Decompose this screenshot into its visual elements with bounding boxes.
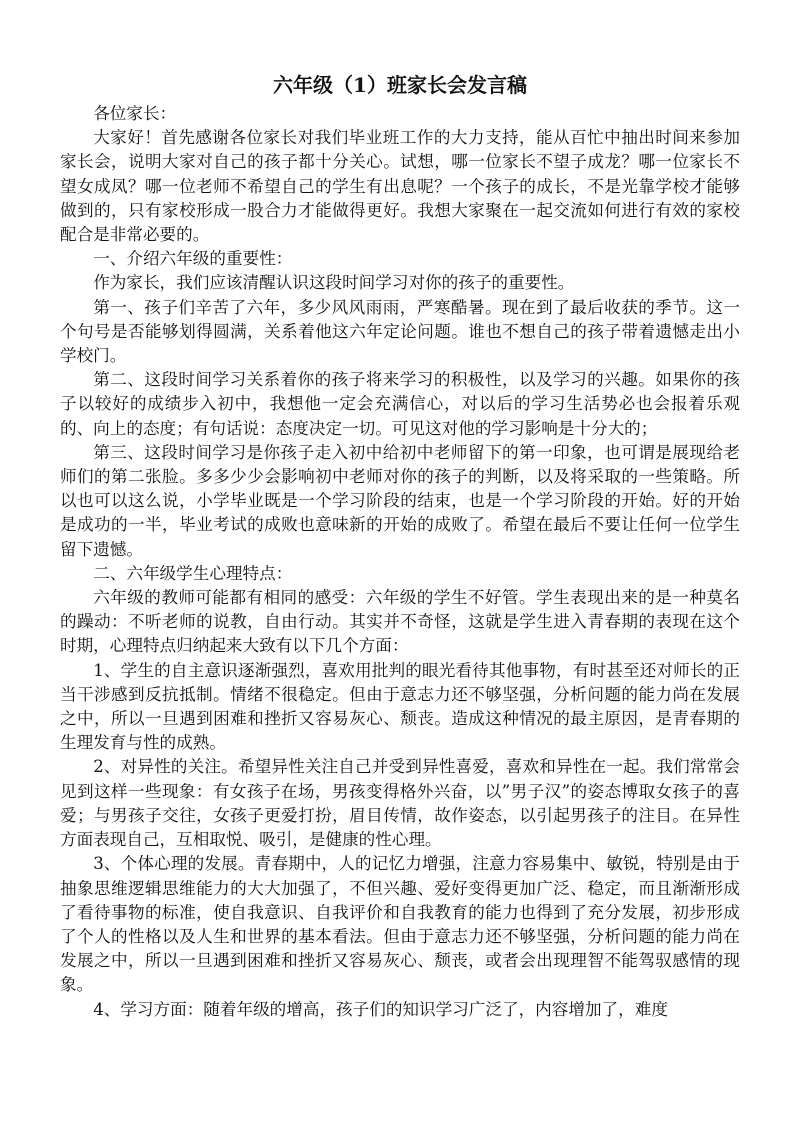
paragraph-third-point: 第三、这段时间学习是你孩子走入初中给初中老师留下的第一印象，也可谓是展现给老师们的第二张脸。多多少少会影响初中老师对你的孩子的判断，以及将采取的一些策略。所以也可以这么说，小学毕业既是一个学习阶段的结束，也是一个学习阶段的开始。好的开始是成功的一半，毕业考试的成败也意味新的开始的成败了。希望在最后不要让任何一位学生留下遗憾。 xyxy=(60,442,740,559)
paragraph-psychology-3: 3、个体心理的发展。青春期中，人的记忆力增强，注意力容易集中、敏锐，特别是由于抽象思维逻辑思维能力的大大加强了，不但兴趣、爱好变得更加广泛、稳定，而且渐渐形成了看待事物的标准，使自我意识、自我评价和自我教育的能力也得到了充分发展，初步形成了个人的性格以及人生和世界的基本看法。但由于意志力还不够坚强，分析问题的能力尚在发展之中，所以一旦遇到困难和挫折又容易灰心、颓丧，或者会出现理智不能驾驭感情的现象。 xyxy=(60,854,740,995)
paragraph-second-point: 第二、这段时间学习关系着你的孩子将来学习的积极性，以及学习的兴趣。如果你的孩子以较好的成绩步入初中，我想他一定会充满信心，对以后的学习生活势必也会报着乐观的、向上的态度；有句话说：态度决定一切。可见这对他的学习影响是十分大的； xyxy=(60,370,740,438)
paragraph-importance-intro: 作为家长，我们应该清醒认识这段时间学习对你的孩子的重要性。 xyxy=(93,273,575,293)
paragraph-opening: 大家好！首先感谢各位家长对我们毕业班工作的大力支持，能从百忙中抽出时间来参加家长会，说明大家对自己的孩子都十分关心。试想，哪一位家长不望子成龙？哪一位家长不望女成凤？哪一位老师不希望自己的学生有出息呢？一个孩子的成长，不是光靠学校才能够做到的，只有家校形成一股合力才能做得更好。我想大家聚在一起交流如何进行有效的家校配合是非常必要的。 xyxy=(60,128,740,245)
paragraph-psychology-intro: 六年级的教师可能都有相同的感受：六年级的学生不好管。学生表现出来的是一种莫名的躁动：不听老师的说教，自由行动。其实并不奇怪，这就是学生进入青春期的表现在这个时期，心理特点归纳起来大致有以下几个方面： xyxy=(60,588,740,656)
paragraph-psychology-4: 4、学习方面：随着年级的增高，孩子们的知识学习广泛了，内容增加了，难度 xyxy=(93,999,668,1019)
paragraph-first-point: 第一、孩子们辛苦了六年，多少风风雨雨，严寒酷暑。现在到了最后收获的季节。这一个句号是否能够划得圆满，关系着他这六年定论问题。谁也不想自己的孩子带着遗憾走出小学校门。 xyxy=(60,297,740,366)
section-heading-importance: 一、介绍六年级的重要性： xyxy=(93,249,293,269)
document-page xyxy=(60,70,740,1022)
salutation: 各位家长： xyxy=(93,104,177,123)
paragraph-psychology-2: 2、对异性的关注。希望异性关注自己并受到异性喜爱，喜欢和异性在一起。我们常常会见到这样一些现象：有女孩子在场，男孩变得格外兴奋，以”男子汉”的姿态博取女孩子的喜爱；与男孩子交往，女孩子更爱打扮，眉目传情，故作姿态，以引起男孩子的注目。在异性方面表现自己，互相取悦、吸引，是健康的性心理。 xyxy=(60,757,740,850)
section-heading-psychology: 二、六年级学生心理特点： xyxy=(93,563,293,583)
paragraph-psychology-1: 1、学生的自主意识逐渐强烈，喜欢用批判的眼光看待其他事物，有时甚至还对师长的正当干涉感到反抗抵制。情绪不很稳定。但由于意志力还不够坚强，分析问题的能力尚在发展之中，所以一旦遇到困难和挫折又容易灰心、颓丧。造成这种情况的最主原因，是青春期的生理发育与性的成熟。 xyxy=(60,660,740,753)
document-title: 六年级（1）班家长会发言稿 xyxy=(273,73,527,97)
